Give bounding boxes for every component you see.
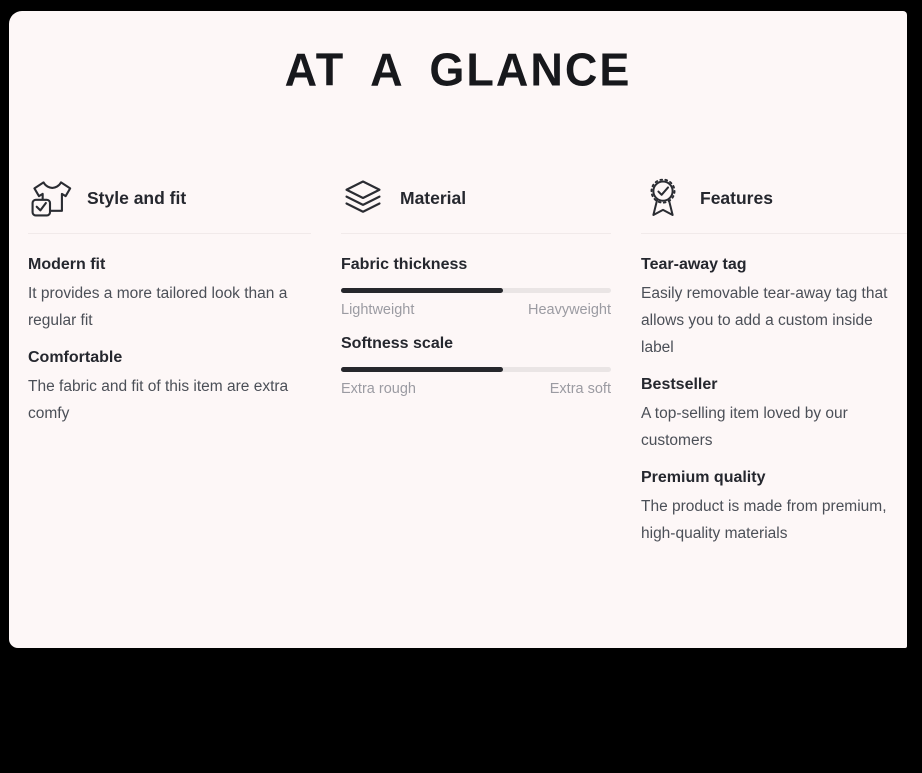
feature-item [641,469,907,547]
slider-fill [341,288,503,293]
column-label-features: Features [700,187,773,208]
columns-container [9,176,907,547]
item-body: A top-selling item loved by our customers [641,405,848,449]
slider-heading: Fabric thickness [341,256,468,273]
item-body: Easily removable tear-away tag that allows you to add a custom inside label [641,285,888,356]
column-label-material: Material [400,187,467,208]
material-header [341,176,611,234]
fabric-thickness-slider [341,256,611,318]
tshirt-check-icon [28,176,72,220]
slider-right-label: Heavyweight [527,302,611,318]
item-heading: Premium quality [641,469,766,486]
at-a-glance-card [9,11,907,648]
slider-left-label: Lightweight [341,302,415,318]
feature-item [28,349,311,427]
feature-item [641,376,907,454]
item-body: The product is made from premium, high-quality materials [641,498,887,542]
softness-scale-slider [341,335,611,397]
item-body: The fabric and fit of this item are extra comfy [28,378,289,422]
feature-item [641,256,907,361]
slider-fill [341,367,503,372]
features-header [641,176,907,234]
column-features [641,176,907,547]
layers-icon [341,176,385,220]
slider-right-label: Extra soft [549,381,611,397]
column-label-style-and-fit: Style and fit [87,187,187,208]
slider-labels [341,302,611,318]
item-heading: Bestseller [641,376,718,393]
page-title: AT A GLANCE [284,42,632,96]
slider-labels [341,381,611,397]
feature-item [28,256,311,334]
slider-left-label: Extra rough [341,381,416,397]
column-material [341,176,611,547]
slider-heading: Softness scale [341,335,454,352]
item-heading: Modern fit [28,256,106,273]
slider-track [341,288,611,293]
item-heading: Comfortable [28,349,123,366]
award-icon [641,176,685,220]
column-style-and-fit [28,176,311,547]
item-body: It provides a more tailored look than a regular fit [28,285,288,329]
slider-track [341,367,611,372]
style-and-fit-header [28,176,311,234]
item-heading: Tear-away tag [641,256,747,273]
